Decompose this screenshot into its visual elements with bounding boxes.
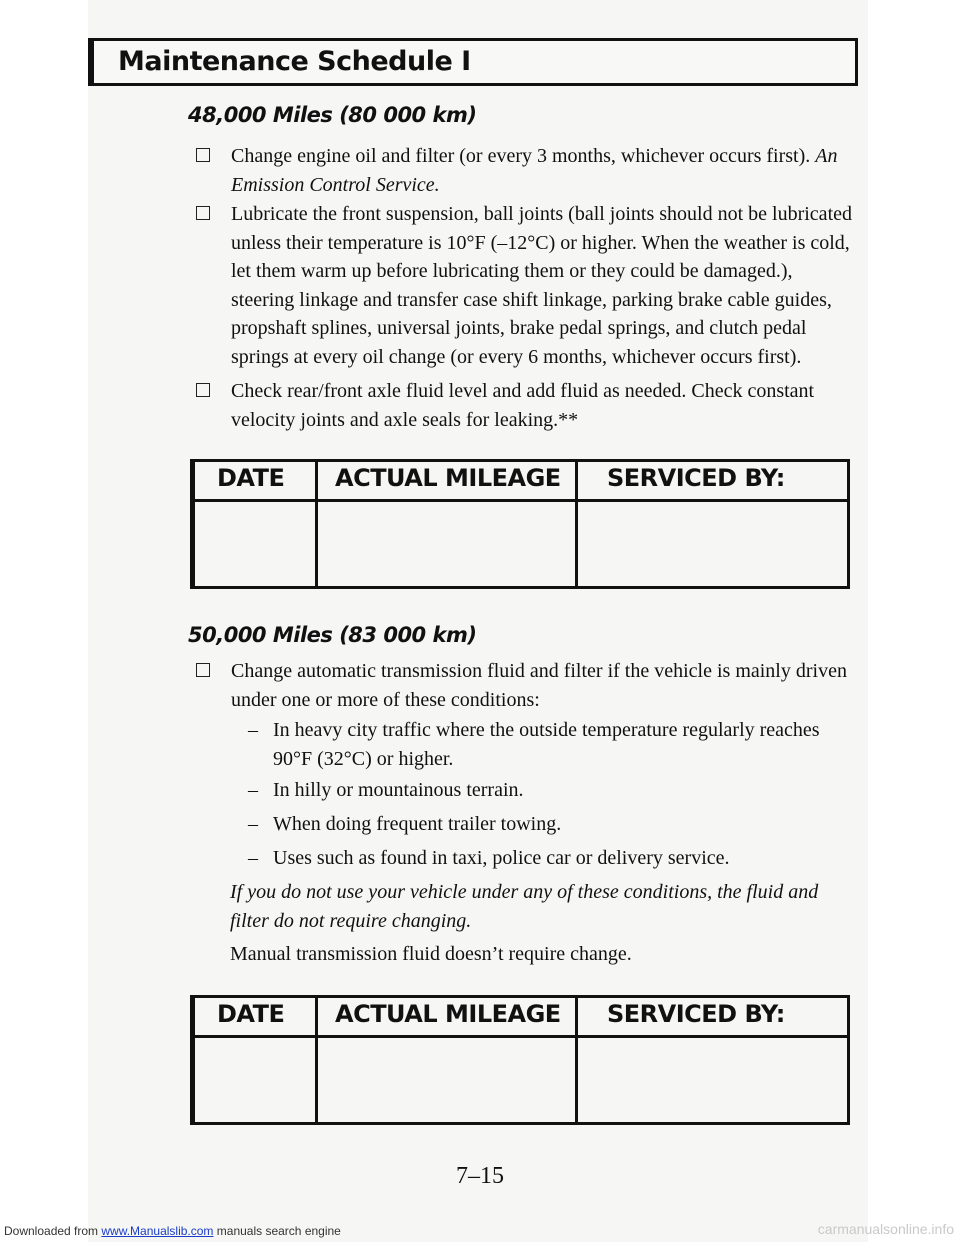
section-header-box xyxy=(88,38,858,86)
section-heading-50000: 50,000 Miles (83 000 km) xyxy=(188,623,477,647)
download-footer: Downloaded from www.Manualslib.com manuals search engine xyxy=(4,1224,341,1238)
service-log-table xyxy=(190,995,850,1125)
checklist-item xyxy=(196,657,856,714)
dash-bullet-icon: – xyxy=(248,847,258,869)
manual-transmission-note: Manual transmission fluid doesn’t require change. xyxy=(230,943,632,965)
checkbox-icon[interactable] xyxy=(196,383,210,397)
column-header-mileage: ACTUAL MILEAGE xyxy=(335,464,561,492)
item-text: Check rear/front axle fluid level and add fluid as needed. Check constant velocity joints and axle seals for leaking.** xyxy=(231,380,815,431)
condition-list-item: – Uses such as found in taxi, police car or delivery service. xyxy=(248,844,848,873)
section-heading-48000: 48,000 Miles (80 000 km) xyxy=(188,103,477,127)
checklist-item xyxy=(196,200,856,371)
dash-bullet-icon: – xyxy=(248,719,258,741)
checklist-item xyxy=(196,377,856,434)
item-text: Change automatic transmission fluid and filter if the vehicle is mainly driven under one or more of these conditions: xyxy=(231,660,847,711)
column-header-serviced-by: SERVICED BY: xyxy=(607,464,785,492)
column-header-date: DATE xyxy=(217,464,285,492)
column-header-date: DATE xyxy=(217,1000,285,1028)
dash-bullet-icon: – xyxy=(248,813,258,835)
column-header-mileage: ACTUAL MILEAGE xyxy=(335,1000,561,1028)
item-text: Change engine oil and filter (or every 3 months, whichever occurs first). xyxy=(231,145,816,167)
condition-list-item: – In heavy city traffic where the outside temperature regularly reaches 90°F (32°C) or higher. xyxy=(248,716,848,773)
item-text: Lubricate the front suspension, ball joints (ball joints should not be lubricated unless their temperature is 10°F (–12°C) or higher. When the weather is cold, let them warm up before lubricating them or they could be damaged.), steering linkage and transfer case shift linkage, parking brake cable guides, propshaft splines, universal joints, brake pedal springs, and clutch pedal springs at every oil change (or every 6 months, whichever occurs first). xyxy=(231,203,852,368)
item-note: An Emission Control Service. xyxy=(231,145,838,196)
checkbox-icon[interactable] xyxy=(196,663,210,677)
checklist-item xyxy=(196,142,856,199)
watermark: carmanualsonline.info xyxy=(817,1221,954,1237)
service-log-table xyxy=(190,459,850,589)
condition-list-item: – When doing frequent trailer towing. xyxy=(248,810,848,839)
checkbox-icon[interactable] xyxy=(196,148,210,162)
condition-list-item: – In hilly or mountainous terrain. xyxy=(248,776,848,805)
page-title: Maintenance Schedule I xyxy=(118,46,471,77)
manualslib-link[interactable]: www.Manualslib.com xyxy=(101,1224,214,1238)
checkbox-icon[interactable] xyxy=(196,206,210,220)
dash-bullet-icon: – xyxy=(248,779,258,801)
usage-note: If you do not use your vehicle under any of these conditions, the fluid and filter do not require changing. xyxy=(230,881,819,932)
page-number: 7–15 xyxy=(456,1163,504,1189)
column-header-serviced-by: SERVICED BY: xyxy=(607,1000,785,1028)
